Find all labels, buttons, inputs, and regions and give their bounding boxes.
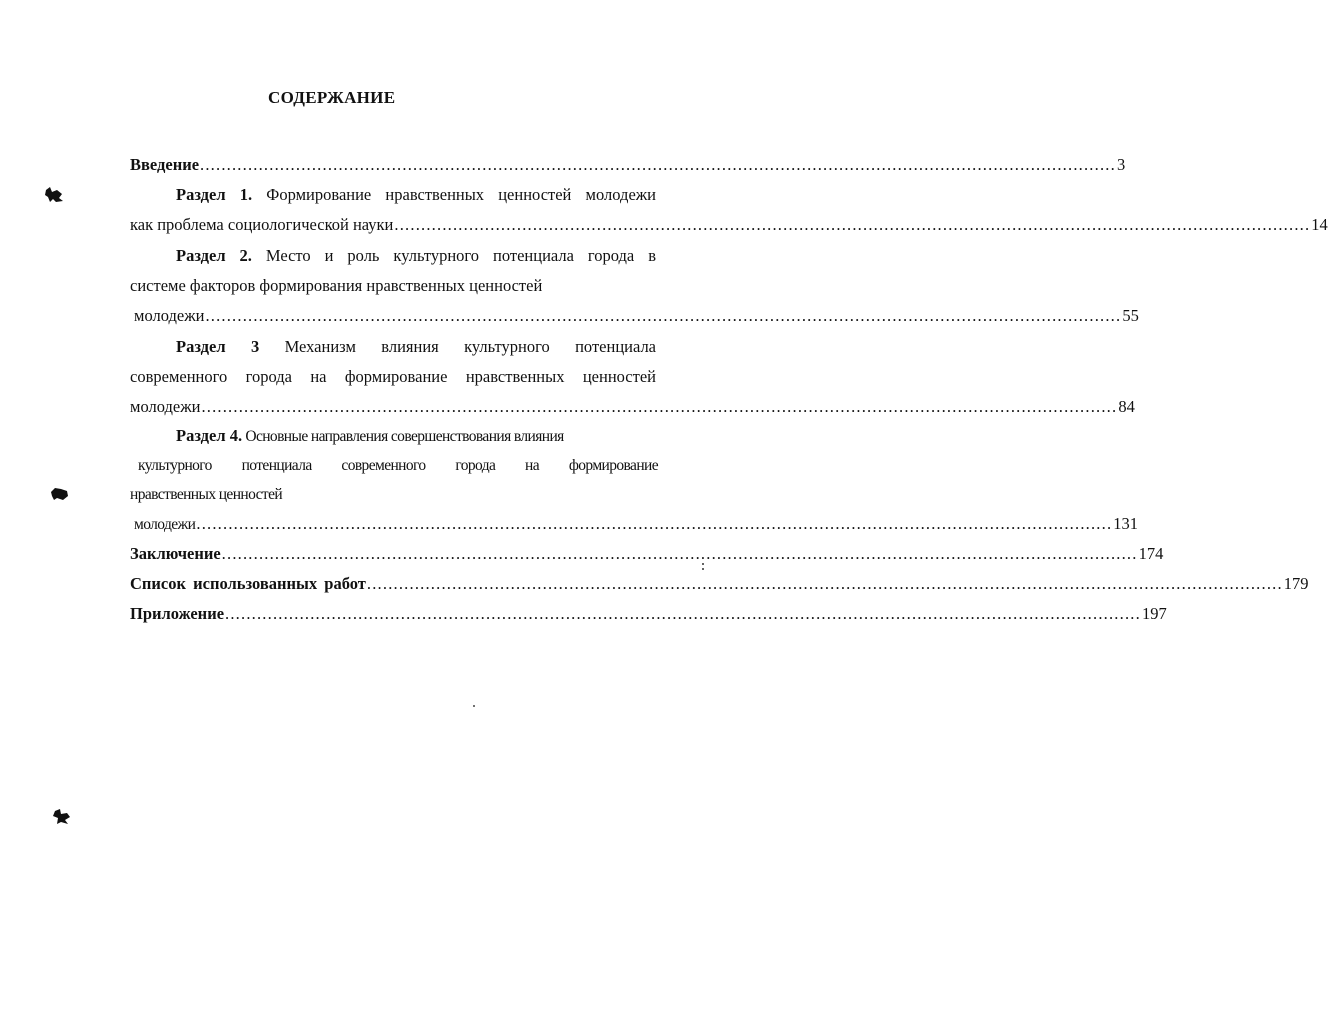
dot-leader: ............................................................................................................................................................................ <box>221 544 1138 563</box>
toc-page-number: 3 <box>1116 155 1126 174</box>
section-title-part: Основные направления совершенствования влияния <box>242 428 564 445</box>
section-prefix: Раздел 4. <box>176 426 243 445</box>
section-prefix: Раздел 1. <box>176 185 253 204</box>
toc-page-number: 179 <box>1283 574 1309 593</box>
toc-entry-section-1-line-1 <box>176 184 656 206</box>
toc-entry-section-3-line-1 <box>176 336 656 358</box>
toc-page-number: 174 <box>1138 544 1164 563</box>
section-title-part: Механизм влияния культурного потенциала <box>259 337 657 356</box>
toc-entry-label: Заключение <box>130 544 221 563</box>
toc-entry-conclusion <box>130 543 1164 565</box>
toc-entry-section-3-line-3 <box>130 396 1135 418</box>
section-title-part: Формирование нравственных ценностей молодежи <box>252 185 656 204</box>
dot-leader: ............................................................................................................................................................................ <box>200 155 1116 174</box>
page-title: СОДЕРЖАНИЕ <box>268 88 396 107</box>
dot-leader: ............................................................................................................................................................................ <box>366 574 1283 593</box>
scan-speck-icon <box>52 808 72 826</box>
section-title-part: как проблема социологической науки <box>130 215 394 234</box>
toc-entry-section-4-line-1 <box>176 425 616 447</box>
scan-speck-icon <box>700 562 706 572</box>
dot-leader: ............................................................................................................................................................................ <box>201 397 1118 416</box>
toc-entry-section-2-line-1 <box>176 245 656 267</box>
toc-entry-section-2-line-3 <box>134 305 1139 327</box>
dot-leader: ............................................................................................................................................................................ <box>205 306 1122 325</box>
toc-entry-label: Приложение <box>130 604 225 623</box>
section-title-part: молодежи <box>130 397 201 416</box>
toc-entry-section-4-line-3: нравственных ценностей <box>130 486 283 503</box>
toc-entry-label: Список использованных работ <box>130 574 366 593</box>
toc-entry-section-4-line-2: культурного потенциала современного города на формирование <box>138 457 658 474</box>
toc-entry-section-4-line-4 <box>134 513 1139 535</box>
toc-entry-section-1-line-2 <box>130 214 1328 236</box>
toc-entry-references <box>130 573 1309 595</box>
scan-speck-icon <box>472 704 476 708</box>
toc-entry-label: Введение <box>130 155 200 174</box>
section-prefix: Раздел 3 <box>176 337 260 356</box>
toc-entry-appendix <box>130 603 1167 625</box>
dot-leader: ............................................................................................................................................................................ <box>225 604 1141 623</box>
section-prefix: Раздел 2. <box>176 246 252 265</box>
section-title-part: молодежи <box>134 516 196 533</box>
scan-speck-icon <box>50 486 70 502</box>
toc-page-number: 131 <box>1113 514 1139 533</box>
toc-page-number: 84 <box>1118 397 1135 416</box>
dot-leader: ............................................................................................................................................................................ <box>196 514 1113 533</box>
dot-leader: ............................................................................................................................................................................ <box>394 215 1311 234</box>
toc-page-number: 14 <box>1311 215 1328 234</box>
toc-page-number: 55 <box>1122 306 1139 325</box>
section-title-part: Место и роль культурного потенциала города в <box>251 246 656 265</box>
toc-entry-section-2-line-2: системе факторов формирования нравственных ценностей <box>130 276 543 295</box>
toc-entry-intro <box>130 154 1126 176</box>
scan-speck-icon <box>44 186 66 204</box>
section-title-part: молодежи <box>134 306 205 325</box>
toc-entry-section-3-line-2: современного города на формирование нравственных ценностей <box>130 367 656 386</box>
toc-page-number: 197 <box>1141 604 1167 623</box>
